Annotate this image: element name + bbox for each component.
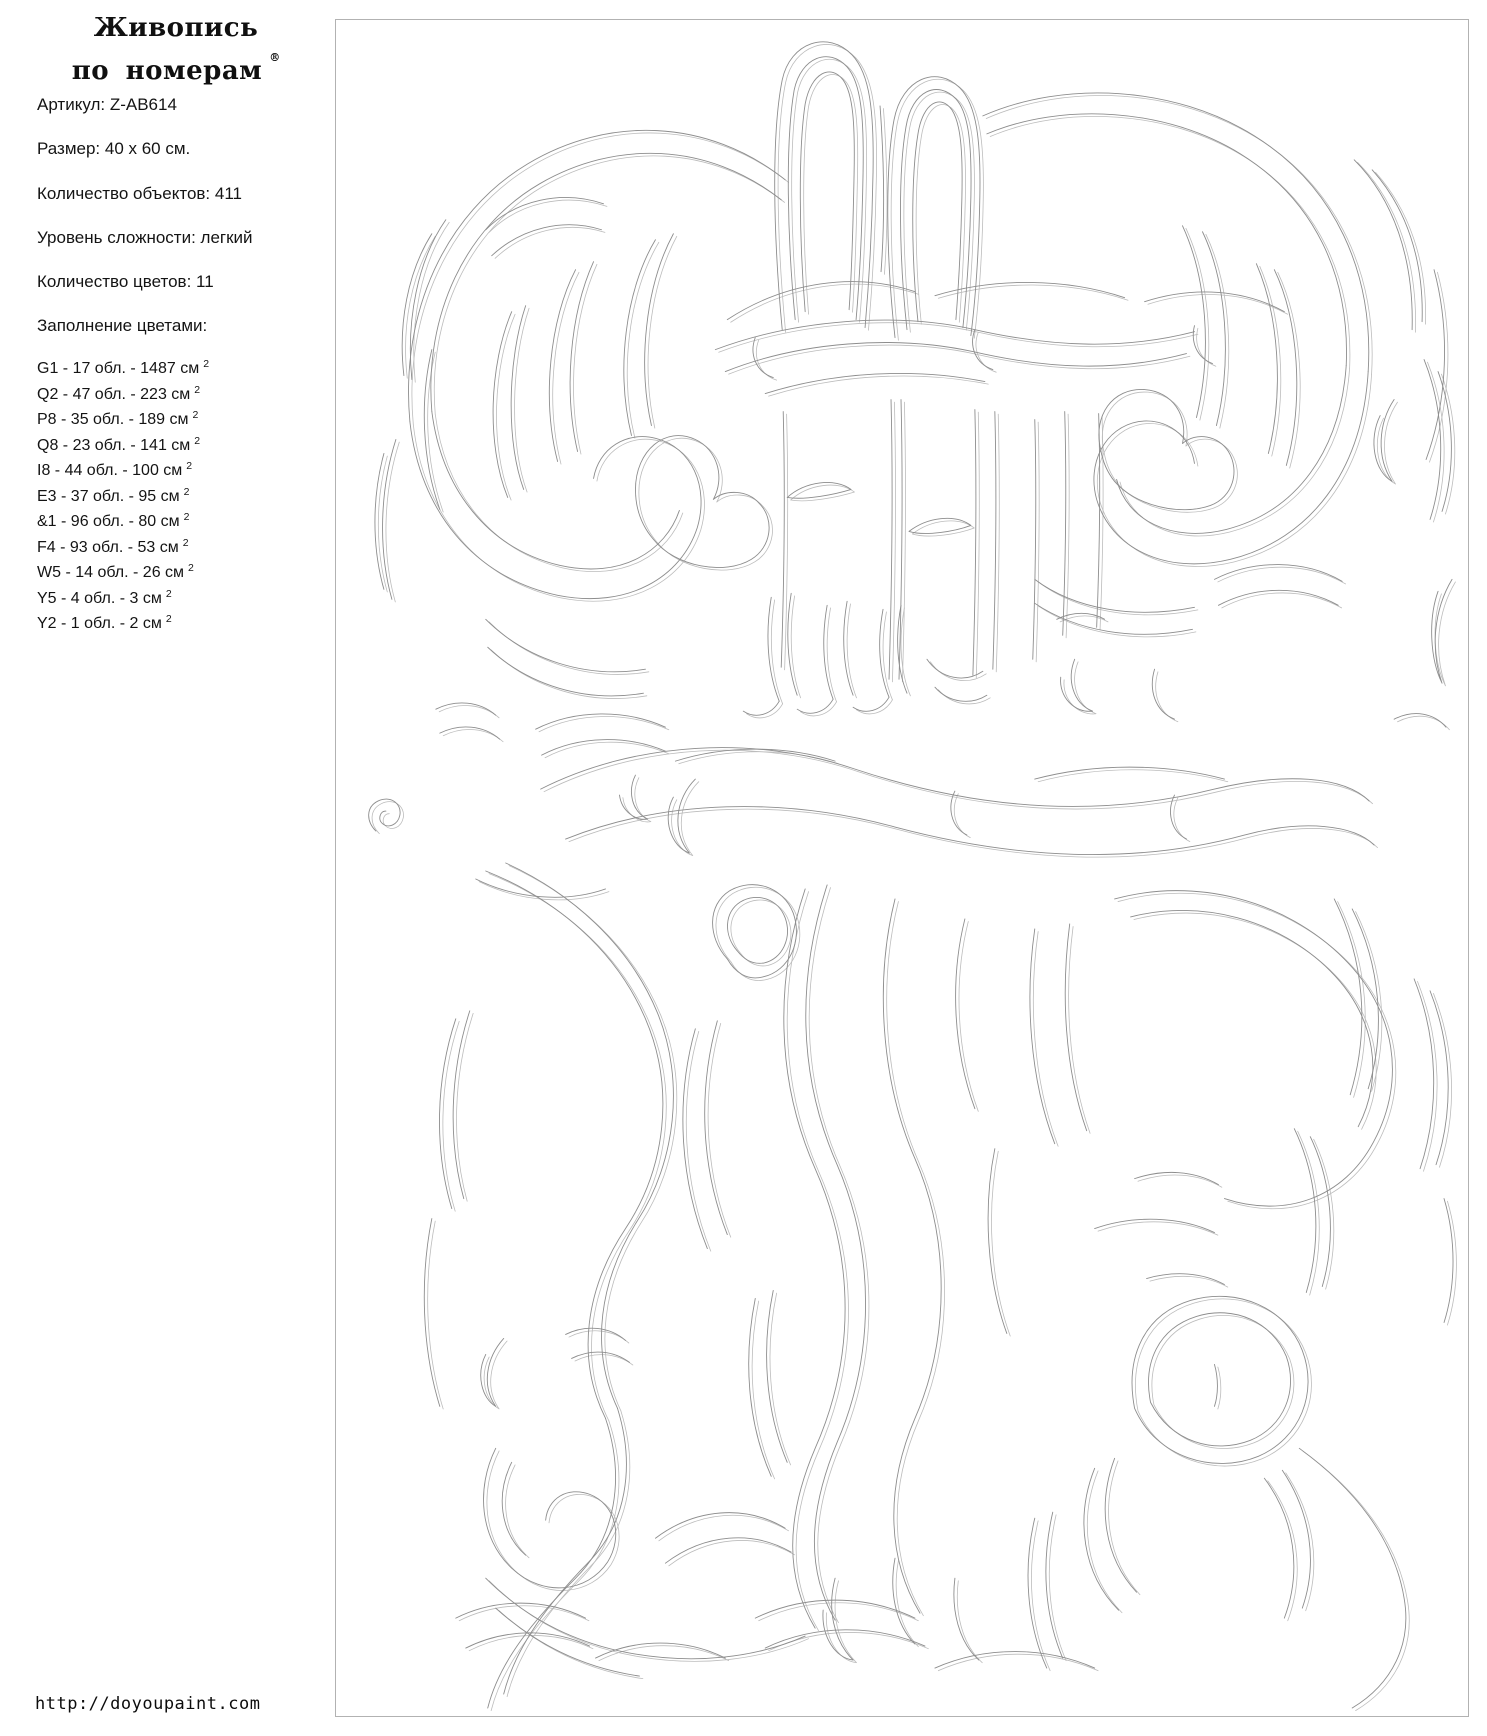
art-stroke	[771, 600, 782, 704]
art-stroke	[791, 596, 800, 698]
art-stroke	[457, 1013, 474, 1201]
art-stroke	[787, 892, 848, 1631]
color-usage-list	[37, 354, 209, 635]
art-stroke	[959, 922, 978, 1112]
art-stroke	[1150, 1276, 1228, 1287]
art-stroke	[1264, 1478, 1293, 1618]
art-stroke	[1087, 1471, 1122, 1613]
art-stroke	[769, 376, 989, 396]
art-stroke	[909, 518, 971, 533]
area-superscript: 2	[194, 434, 201, 447]
product-info-line: Артикул: Z-AB614	[37, 95, 177, 114]
art-stroke	[1299, 1448, 1406, 1708]
art-stroke	[719, 323, 1198, 352]
art-stroke	[1063, 412, 1066, 636]
bottom-wave-band	[459, 1451, 1098, 1679]
color-usage-text: G1 - 17 обл. - 1487 см	[37, 360, 200, 377]
art-stroke	[1115, 891, 1393, 1207]
art-stroke	[541, 748, 1370, 807]
art-stroke	[973, 330, 993, 370]
art-stroke	[1109, 1461, 1140, 1595]
art-stroke	[899, 400, 902, 680]
art-stroke	[645, 234, 674, 426]
art-stroke	[1426, 270, 1444, 460]
art-stroke	[542, 740, 666, 756]
art-stroke	[768, 597, 779, 701]
art-stroke	[1084, 1468, 1119, 1610]
art-stroke	[410, 422, 701, 599]
art-stroke	[904, 92, 975, 332]
art-stroke	[983, 93, 1369, 372]
color-usage-row	[37, 533, 209, 559]
middle-tangle-band	[541, 748, 1375, 855]
area-superscript: 2	[183, 511, 190, 523]
color-usage-row	[37, 431, 209, 457]
art-stroke	[431, 153, 781, 411]
small-marks	[369, 799, 400, 831]
art-stroke	[883, 612, 892, 700]
art-stroke	[369, 799, 400, 831]
art-stroke	[1118, 893, 1396, 1209]
area-superscript: 2	[194, 383, 201, 396]
area-superscript: 2	[165, 587, 172, 600]
art-stroke	[847, 604, 856, 698]
art-stroke	[549, 270, 575, 462]
art-stroke	[1036, 422, 1039, 662]
art-stroke	[639, 438, 773, 570]
bottom-right-cluster	[1087, 1299, 1409, 1711]
art-stroke	[489, 874, 666, 1421]
right-horn-swirl	[983, 93, 1369, 564]
art-stroke	[1132, 1296, 1308, 1463]
art-stroke	[496, 1608, 640, 1676]
art-stroke	[892, 402, 895, 682]
color-usage-row	[37, 482, 209, 508]
left-s-stream	[428, 866, 800, 1711]
art-stroke	[1066, 414, 1069, 638]
product-info-line: Уровень сложности: легкий	[37, 227, 253, 247]
art-stroke	[648, 236, 677, 428]
art-stroke	[1441, 374, 1454, 514]
color-usage-text: Q8 - 23 обл. - 141 см	[37, 436, 191, 454]
art-stroke	[493, 312, 512, 498]
face-panels	[719, 284, 1288, 704]
art-stroke	[1038, 770, 1228, 782]
art-stroke	[927, 659, 983, 678]
art-stroke	[1035, 579, 1195, 612]
art-stroke	[856, 700, 892, 714]
product-info-line: Количество цветов: 11	[37, 272, 214, 292]
art-stroke	[1310, 1137, 1330, 1287]
art-stroke	[1183, 226, 1206, 418]
art-stroke	[428, 1221, 444, 1409]
art-stroke	[788, 57, 863, 320]
art-stroke	[713, 885, 797, 978]
art-stroke	[486, 619, 646, 671]
vertical-streams	[683, 885, 1087, 1628]
color-usage-text: Y2 - 1 обл. - 2 см	[37, 615, 162, 632]
art-stroke	[973, 410, 976, 676]
art-stroke	[901, 608, 910, 696]
product-info-list	[37, 96, 253, 362]
art-stroke	[489, 1581, 808, 1662]
art-stroke	[715, 320, 1194, 349]
art-stroke	[1152, 669, 1174, 719]
art-stroke	[1429, 272, 1447, 462]
area-superscript: 2	[186, 460, 193, 472]
color-usage-text: P8 - 35 обл. - 189 см	[37, 411, 189, 428]
brand-logo-line2	[45, 43, 307, 86]
color-usage-row	[37, 507, 209, 533]
art-stroke	[569, 809, 1378, 857]
right-smooth-region	[1095, 891, 1393, 1285]
art-stroke	[986, 96, 1372, 375]
art-stroke	[574, 264, 597, 454]
art-stroke	[511, 306, 526, 490]
art-stroke	[902, 402, 905, 682]
art-stroke	[544, 750, 1373, 809]
art-stroke	[569, 1331, 629, 1343]
art-stroke	[883, 899, 941, 1613]
art-stroke	[1094, 372, 1368, 564]
art-stroke	[993, 412, 996, 670]
art-stroke	[1294, 1129, 1316, 1293]
art-stroke	[1218, 567, 1346, 584]
edge-flames	[378, 162, 1455, 685]
art-stroke	[891, 79, 983, 340]
art-stroke	[1214, 1364, 1217, 1406]
art-stroke	[1374, 400, 1394, 482]
top-finger-lobes	[775, 42, 980, 338]
art-stroke	[784, 889, 845, 1628]
art-stroke	[935, 687, 987, 701]
face-panels	[715, 282, 1284, 702]
paint-by-numbers-line-art	[336, 20, 1468, 1716]
color-usage-text: I8 - 44 обл. - 100 см	[37, 462, 183, 479]
art-stroke	[823, 1578, 853, 1660]
art-stroke	[619, 775, 647, 819]
art-stroke	[753, 338, 773, 378]
art-stroke	[759, 1603, 919, 1621]
art-stroke	[669, 1540, 795, 1565]
art-stroke	[826, 1581, 856, 1663]
art-stroke	[880, 106, 884, 272]
art-stroke	[1298, 1131, 1320, 1295]
art-stroke	[1035, 767, 1225, 779]
art-stroke	[954, 794, 970, 838]
art-stroke	[506, 1465, 529, 1558]
art-stroke	[887, 902, 945, 1616]
art-stroke	[1046, 1512, 1063, 1658]
left-s-stream	[424, 863, 796, 1708]
art-stroke	[572, 1352, 630, 1362]
art-stroke	[553, 272, 579, 464]
art-stroke	[1430, 991, 1448, 1165]
brand-logo	[45, 14, 307, 86]
art-stroke	[1098, 1222, 1218, 1235]
art-stroke	[410, 220, 445, 380]
color-usage-row	[37, 558, 209, 584]
art-stroke	[1354, 160, 1412, 330]
art-stroke	[988, 1149, 1007, 1334]
bottom-wave-band	[456, 1448, 1095, 1676]
edge-flames	[375, 160, 1452, 683]
art-stroke	[1222, 593, 1342, 608]
art-stroke	[1065, 924, 1086, 1131]
art-stroke	[770, 1293, 791, 1465]
art-stroke	[767, 1291, 788, 1463]
art-stroke	[809, 888, 869, 1623]
art-stroke	[956, 919, 975, 1109]
art-stroke	[1334, 899, 1362, 1095]
art-stroke	[469, 1635, 593, 1650]
art-stroke	[1064, 662, 1096, 714]
art-stroke	[635, 436, 769, 568]
product-info-line: Количество объектов: 411	[37, 183, 242, 203]
website-url: http://doyoupaint.com	[35, 1694, 261, 1714]
art-stroke	[655, 1513, 785, 1539]
art-stroke	[443, 730, 503, 742]
art-stroke	[439, 706, 499, 718]
color-usage-row	[37, 609, 209, 635]
art-stroke	[1134, 913, 1376, 1129]
art-stroke	[486, 871, 663, 1418]
art-stroke	[781, 412, 784, 668]
art-stroke	[409, 130, 786, 421]
art-stroke	[495, 227, 605, 258]
art-stroke	[1148, 295, 1288, 315]
art-stroke	[938, 1654, 1098, 1670]
bottom-right-cluster	[1084, 1296, 1406, 1708]
brand-logo-line2-text: по номерам	[71, 56, 263, 86]
art-stroke	[888, 77, 980, 338]
art-stroke	[1069, 927, 1090, 1134]
art-stroke	[996, 414, 999, 672]
color-usage-text: W5 - 14 обл. - 26 см	[37, 564, 185, 581]
art-stroke	[1256, 264, 1277, 454]
art-stroke	[1097, 374, 1371, 566]
art-stroke	[686, 1031, 710, 1251]
area-superscript: 2	[165, 613, 172, 625]
art-stroke	[1174, 798, 1190, 842]
left-horn-swirl	[409, 130, 786, 598]
art-stroke	[990, 116, 1350, 368]
art-stroke	[492, 225, 602, 256]
product-info-line: Размер: 40 x 60 см.	[37, 139, 191, 159]
area-superscript: 2	[182, 536, 189, 549]
art-stroke	[539, 717, 669, 732]
area-superscript: 2	[183, 485, 190, 498]
art-stroke	[913, 102, 962, 322]
right-horn-swirl	[986, 96, 1372, 567]
color-usage-text: Q2 - 47 обл. - 223 см	[37, 385, 191, 403]
art-stroke	[1033, 420, 1036, 660]
color-usage-text: E3 - 37 обл. - 95 см	[37, 487, 180, 505]
art-stroke	[1138, 1175, 1222, 1187]
art-stroke	[413, 424, 704, 601]
color-usage-row	[37, 584, 209, 610]
middle-tangle-band	[544, 750, 1378, 857]
art-stroke	[765, 373, 985, 393]
art-stroke	[1105, 1458, 1136, 1592]
art-stroke	[889, 400, 892, 680]
art-stroke	[801, 702, 837, 716]
art-stroke	[412, 133, 789, 424]
paint-canvas-frame	[335, 19, 1469, 1717]
art-stroke	[708, 1023, 731, 1237]
art-stroke	[731, 900, 791, 966]
product-info-line: Заполнение цветами:	[37, 316, 208, 336]
top-finger-lobes	[778, 44, 983, 340]
area-superscript: 2	[188, 562, 194, 574]
art-stroke	[414, 222, 449, 382]
art-stroke	[489, 200, 607, 232]
art-stroke	[1149, 1313, 1291, 1446]
right-flames	[1298, 716, 1457, 1325]
art-stroke	[506, 863, 674, 1408]
art-stroke	[545, 742, 669, 758]
art-stroke	[804, 75, 858, 315]
area-superscript: 2	[192, 409, 199, 421]
art-stroke	[728, 897, 788, 963]
art-stroke	[1438, 372, 1451, 512]
art-stroke	[806, 885, 866, 1620]
art-stroke	[1377, 402, 1397, 484]
art-stroke	[747, 704, 783, 718]
art-stroke	[1314, 1139, 1334, 1289]
art-stroke	[627, 242, 659, 438]
art-stroke	[1028, 1518, 1047, 1668]
registered-trademark-symbol: ®	[269, 51, 281, 64]
art-stroke	[386, 442, 399, 602]
art-stroke	[509, 866, 677, 1411]
art-stroke	[1193, 326, 1212, 364]
art-stroke	[785, 414, 788, 670]
art-stroke	[1218, 590, 1338, 605]
art-stroke	[1171, 795, 1187, 839]
art-stroke	[1099, 389, 1234, 509]
brand-logo-line1: Живопись	[93, 13, 259, 43]
art-stroke	[1033, 932, 1058, 1147]
art-stroke	[1156, 672, 1178, 722]
art-stroke	[435, 414, 683, 571]
art-stroke	[659, 1515, 789, 1541]
art-stroke	[991, 1151, 1010, 1336]
art-stroke	[1414, 979, 1434, 1169]
art-stroke	[1095, 1219, 1215, 1232]
art-stroke	[570, 262, 593, 452]
art-stroke	[1218, 1367, 1221, 1409]
art-stroke	[665, 1538, 791, 1563]
claw-scribbles	[439, 567, 1345, 900]
area-superscript: 2	[203, 358, 210, 370]
color-usage-text: Y5 - 4 обл. - 3 см	[37, 589, 162, 607]
art-stroke	[499, 1611, 643, 1679]
art-stroke	[1260, 266, 1281, 456]
art-stroke	[1303, 1451, 1410, 1711]
art-stroke	[827, 608, 836, 702]
info-sidebar	[0, 0, 335, 1736]
color-usage-text: &1 - 96 обл. - 80 см	[37, 513, 180, 530]
art-stroke	[424, 1219, 440, 1407]
art-stroke	[1049, 1515, 1066, 1661]
art-stroke	[1097, 414, 1100, 628]
art-stroke	[725, 343, 1186, 372]
art-stroke	[453, 1011, 470, 1199]
art-stroke	[487, 1451, 619, 1591]
color-usage-row	[37, 456, 209, 482]
art-stroke	[1038, 582, 1198, 615]
art-stroke	[1394, 714, 1446, 728]
color-usage-row	[37, 354, 209, 380]
color-usage-row	[37, 380, 209, 406]
art-stroke	[976, 412, 979, 678]
art-stroke	[1131, 910, 1373, 1126]
color-usage-row	[37, 405, 209, 431]
art-stroke	[729, 345, 1190, 374]
art-stroke	[507, 1411, 630, 1697]
art-stroke	[1202, 232, 1225, 426]
color-usage-text: F4 - 93 обл. - 53 см	[37, 538, 179, 556]
art-stroke	[1135, 1299, 1311, 1466]
art-stroke	[459, 1606, 589, 1621]
art-stroke	[1030, 929, 1055, 1144]
